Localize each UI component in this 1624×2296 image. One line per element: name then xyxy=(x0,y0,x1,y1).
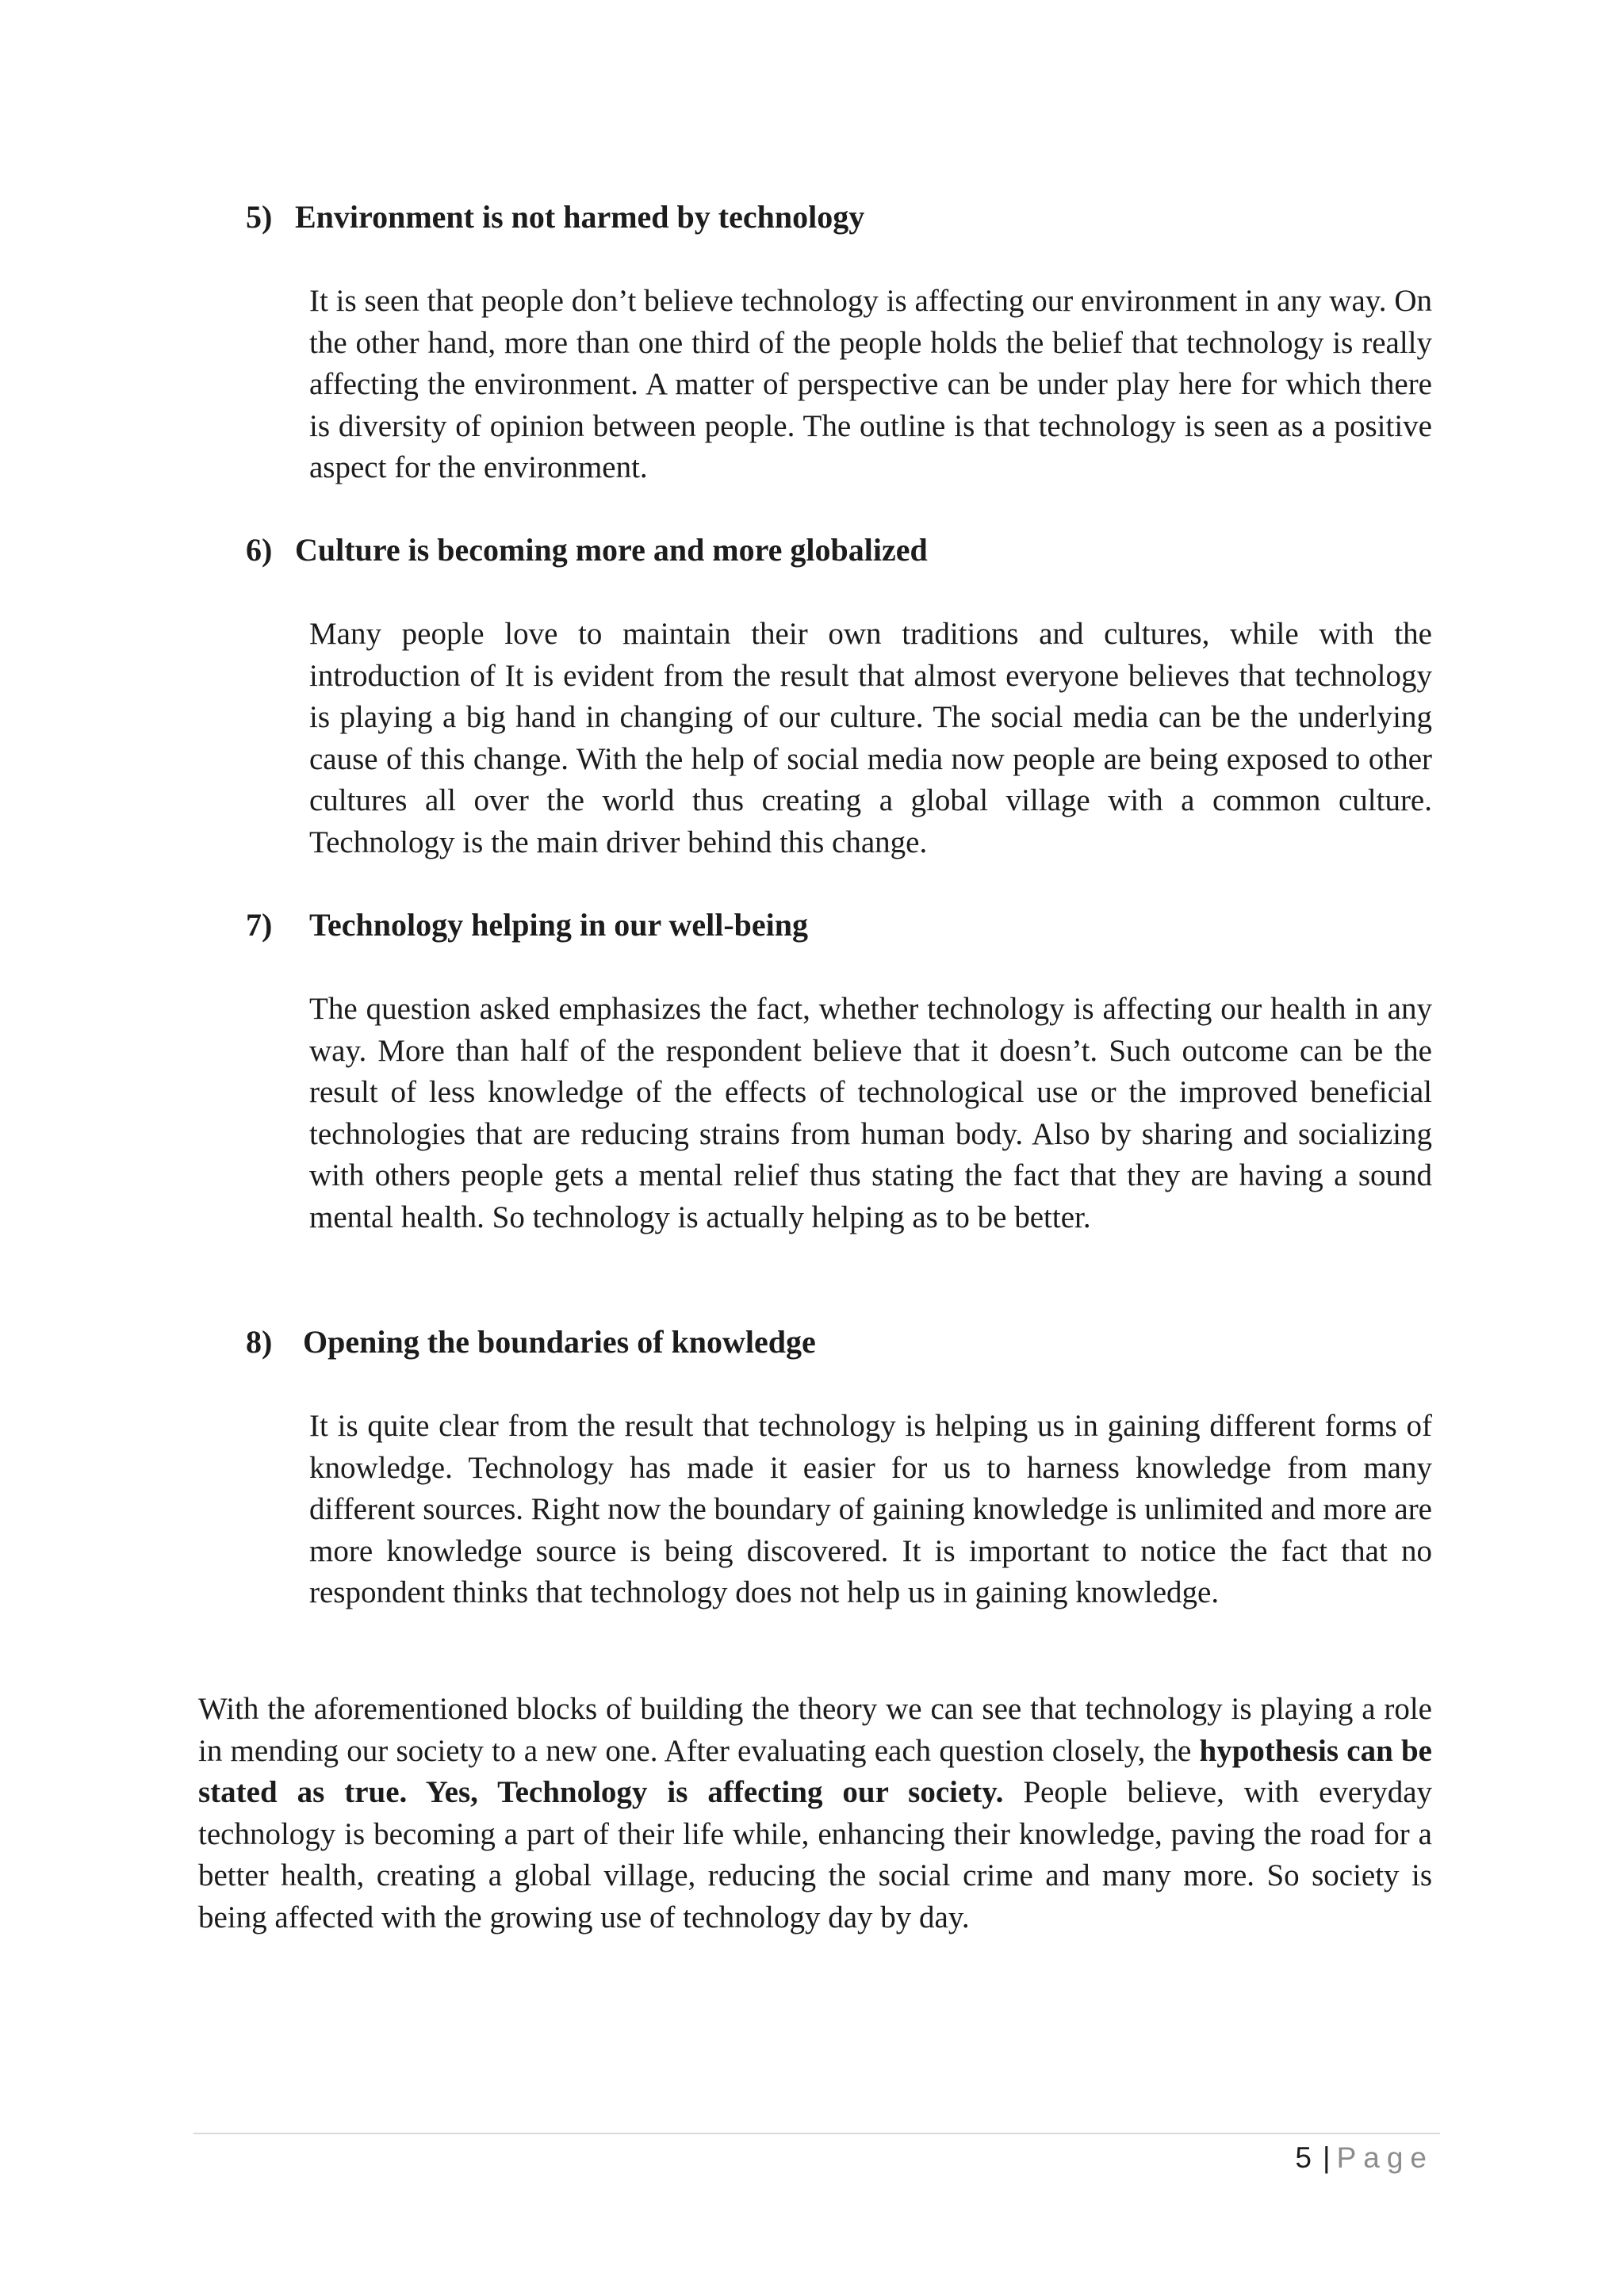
section-heading-7 xyxy=(246,905,808,946)
section-title: Culture is becoming more and more globalized xyxy=(295,532,928,568)
footer-separator: | xyxy=(1322,2141,1331,2174)
section-number: 7) xyxy=(246,907,273,943)
section-body-5: It is seen that people don’t believe technology is affecting our environment in any way. On the other hand, more than one third of the people holds the belief that technology is really affecting the environment. A matter of perspective can be under play here for which there is diversity of opinion between people. The outline is that technology is seen as a positive aspect for the environment. xyxy=(309,284,1432,484)
footer-divider xyxy=(193,2133,1440,2134)
section-body-7: The question asked emphasizes the fact, whether technology is affecting our health in any way. More than half of the respondent believe that it doesn’t. Such outcome can be the result of less knowledge of the effects of technological use or the improved beneficial technologies that are reducing strains from human body. Also by sharing and socializing with others people gets a mental relief thus stating the fact that they are having a sound mental health. So technology is actually helping as to be better. xyxy=(309,992,1432,1234)
page-number: 5 xyxy=(1295,2141,1312,2174)
section-title: Technology helping in our well-being xyxy=(309,907,809,943)
page-footer xyxy=(1295,2139,1434,2177)
section-body-6: Many people love to maintain their own traditions and cultures, while with the introduction of It is evident from the result that almost everyone believes that technology is playing a big hand in changing of our culture. The social media can be the underlying cause of this change. With the help of social media now people are being exposed to other cultures all over the world thus creating a global village with a common culture. Technology is the main driver behind this change. xyxy=(309,617,1432,859)
section-title: Opening the boundaries of knowledge xyxy=(303,1324,816,1360)
section-number: 6) xyxy=(246,532,273,568)
section-number: 8) xyxy=(246,1324,273,1360)
section-heading-5 xyxy=(246,197,864,238)
conclusion-text-end: People believe, with everyday technology is becoming a part of their life while, enhancing their knowledge, paving the road for a better health, creating a global village, reducing the social crime and many more. So society is being affected with the growing use of technology day by day. xyxy=(198,1775,1432,1934)
conclusion-text-start: With the aforementioned blocks of building the theory we can see that technology is playing a role in mending our society to a new one. After evaluating each question closely, the xyxy=(198,1692,1432,1768)
page-label: Page xyxy=(1336,2141,1434,2174)
section-title: Environment is not harmed by technology xyxy=(295,199,865,235)
section-heading-8 xyxy=(246,1322,816,1363)
section-heading-6 xyxy=(246,530,928,571)
conclusion-paragraph xyxy=(198,1689,1432,1938)
section-body-8: It is quite clear from the result that technology is helping us in gaining different forms of knowledge. Technology has made it easier for us to harness knowledge from many different sources. Right now the boundary of gaining knowledge is unlimited and more are more knowledge source is being discovered. It is important to notice the fact that no respondent thinks that technology does not help us in gaining knowledge. xyxy=(309,1409,1432,1609)
conclusion-emphasis: hypothesis can be stated as true. Yes, Technology is affecting our society. xyxy=(198,1733,1432,1809)
section-number: 5) xyxy=(246,199,273,235)
